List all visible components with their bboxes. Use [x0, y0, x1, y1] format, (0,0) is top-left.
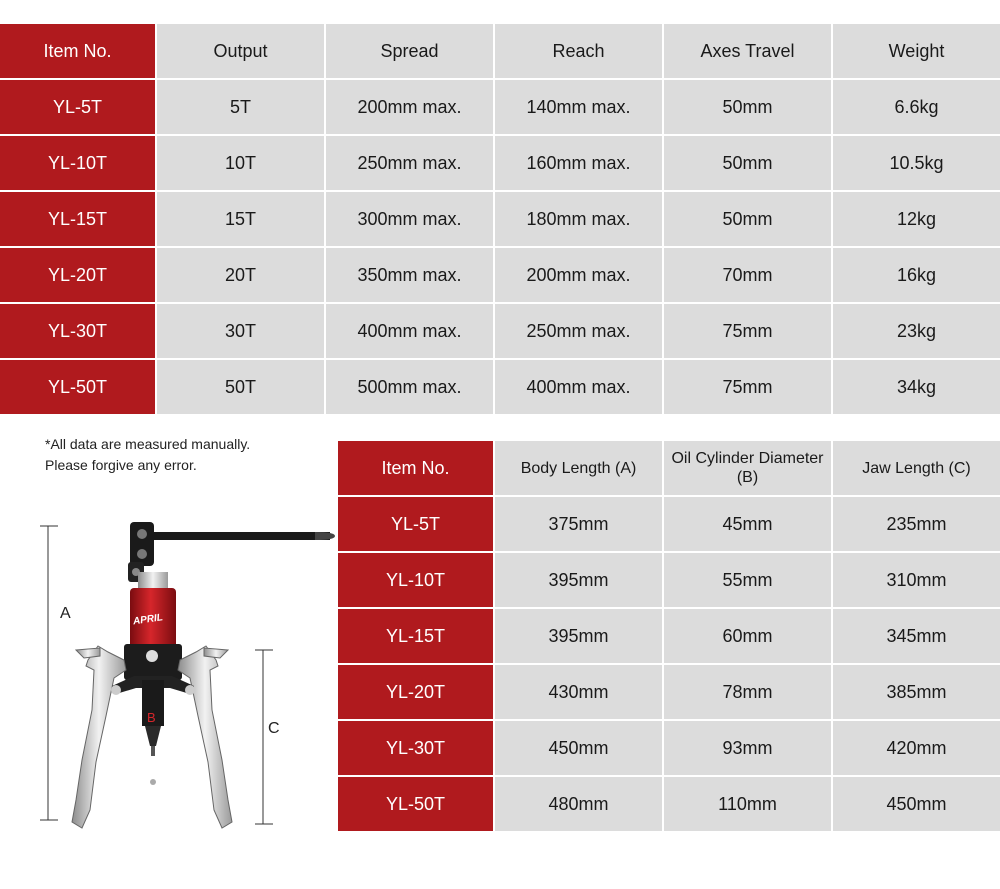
dimension-table-header-row: [338, 441, 1000, 495]
cylinder-diameter-cell: 93mm: [664, 721, 831, 775]
reach-cell: 250mm max.: [495, 304, 662, 358]
reach-cell: 160mm max.: [495, 136, 662, 190]
header-axes-travel: Axes Travel: [664, 24, 831, 78]
table-row: [338, 609, 1000, 663]
handle-tip: [315, 532, 335, 540]
header-cylinder-diameter: Oil Cylinder Diameter (B): [664, 441, 831, 495]
cylinder-diameter-cell: 110mm: [664, 777, 831, 831]
header-spread: Spread: [326, 24, 493, 78]
jaw-length-cell: 385mm: [833, 665, 1000, 719]
item-no-cell: YL-15T: [338, 609, 493, 663]
body-length-cell: 375mm: [495, 497, 662, 551]
jaw-length-cell: 310mm: [833, 553, 1000, 607]
header-item-no: Item No.: [0, 24, 155, 78]
table-row: [0, 304, 1000, 358]
jaw-length-cell: 235mm: [833, 497, 1000, 551]
measurement-disclaimer: [45, 434, 250, 476]
body-length-cell: 480mm: [495, 777, 662, 831]
body-length-cell: 450mm: [495, 721, 662, 775]
table-row: [338, 721, 1000, 775]
dimension-label-b: B: [147, 710, 156, 725]
jaw-length-cell: 345mm: [833, 609, 1000, 663]
table-row: [0, 192, 1000, 246]
item-no-cell: YL-15T: [0, 192, 155, 246]
axes-travel-cell: 75mm: [664, 304, 831, 358]
table-row: [338, 777, 1000, 831]
spec-table-header-row: [0, 24, 1000, 78]
dimension-table: [336, 439, 1000, 833]
weight-cell: 6.6kg: [833, 80, 1000, 134]
output-cell: 30T: [157, 304, 324, 358]
output-cell: 15T: [157, 192, 324, 246]
spread-cell: 200mm max.: [326, 80, 493, 134]
weight-cell: 23kg: [833, 304, 1000, 358]
header-item-no: Item No.: [338, 441, 493, 495]
spec-table: [0, 22, 1000, 416]
output-cell: 5T: [157, 80, 324, 134]
spread-cell: 350mm max.: [326, 248, 493, 302]
item-no-cell: YL-50T: [338, 777, 493, 831]
axes-travel-cell: 50mm: [664, 192, 831, 246]
axes-travel-cell: 75mm: [664, 360, 831, 414]
dimension-c: [255, 650, 273, 824]
spread-cell: 250mm max.: [326, 136, 493, 190]
reach-cell: 400mm max.: [495, 360, 662, 414]
reach-cell: 140mm max.: [495, 80, 662, 134]
cylinder-block: [124, 644, 182, 680]
reach-cell: 180mm max.: [495, 192, 662, 246]
left-jaw: [72, 646, 126, 828]
spread-cell: 400mm max.: [326, 304, 493, 358]
cylinder-cap: [138, 572, 168, 590]
table-row: [338, 553, 1000, 607]
dimension-a: [40, 526, 58, 820]
item-no-cell: YL-50T: [0, 360, 155, 414]
dimension-label-a: A: [60, 605, 71, 622]
header-reach: Reach: [495, 24, 662, 78]
item-no-cell: YL-20T: [338, 665, 493, 719]
weight-cell: 12kg: [833, 192, 1000, 246]
item-no-cell: YL-30T: [338, 721, 493, 775]
header-jaw-length: Jaw Length (C): [833, 441, 1000, 495]
disclaimer-line-1: *All data are measured manually.: [45, 436, 251, 452]
item-no-cell: YL-10T: [0, 136, 155, 190]
cylinder-diameter-cell: 60mm: [664, 609, 831, 663]
jaw-length-cell: 450mm: [833, 777, 1000, 831]
cylinder-diameter-cell: 78mm: [664, 665, 831, 719]
gear-puller-diagram: [30, 510, 335, 840]
table-row: [338, 497, 1000, 551]
item-no-cell: YL-30T: [0, 304, 155, 358]
cylinder-diameter-cell: 55mm: [664, 553, 831, 607]
body-length-cell: 430mm: [495, 665, 662, 719]
table-row: [0, 360, 1000, 414]
axes-travel-cell: 70mm: [664, 248, 831, 302]
axes-travel-cell: 50mm: [664, 136, 831, 190]
brand-logo: APRIL: [132, 612, 164, 628]
header-output: Output: [157, 24, 324, 78]
item-no-cell: YL-10T: [338, 553, 493, 607]
weight-cell: 16kg: [833, 248, 1000, 302]
body-length-cell: 395mm: [495, 553, 662, 607]
table-row: [0, 136, 1000, 190]
output-cell: 50T: [157, 360, 324, 414]
table-row: [0, 80, 1000, 134]
disclaimer-line-2: Please forgive any error.: [45, 457, 197, 473]
item-no-cell: YL-5T: [0, 80, 155, 134]
pump-handle: [135, 532, 330, 540]
weight-cell: 10.5kg: [833, 136, 1000, 190]
item-no-cell: YL-20T: [0, 248, 155, 302]
table-row: [338, 665, 1000, 719]
output-cell: 10T: [157, 136, 324, 190]
item-no-cell: YL-5T: [338, 497, 493, 551]
jaw-length-cell: 420mm: [833, 721, 1000, 775]
weight-cell: 34kg: [833, 360, 1000, 414]
header-weight: Weight: [833, 24, 1000, 78]
body-length-cell: 395mm: [495, 609, 662, 663]
right-jaw: [178, 646, 232, 828]
spread-cell: 300mm max.: [326, 192, 493, 246]
spread-cell: 500mm max.: [326, 360, 493, 414]
table-row: [0, 248, 1000, 302]
reach-cell: 200mm max.: [495, 248, 662, 302]
cylinder-diameter-cell: 45mm: [664, 497, 831, 551]
axes-travel-cell: 50mm: [664, 80, 831, 134]
header-body-length: Body Length (A): [495, 441, 662, 495]
dimension-label-c: C: [268, 720, 280, 737]
output-cell: 20T: [157, 248, 324, 302]
center-point: [150, 779, 156, 785]
piston-tip: [145, 726, 161, 746]
